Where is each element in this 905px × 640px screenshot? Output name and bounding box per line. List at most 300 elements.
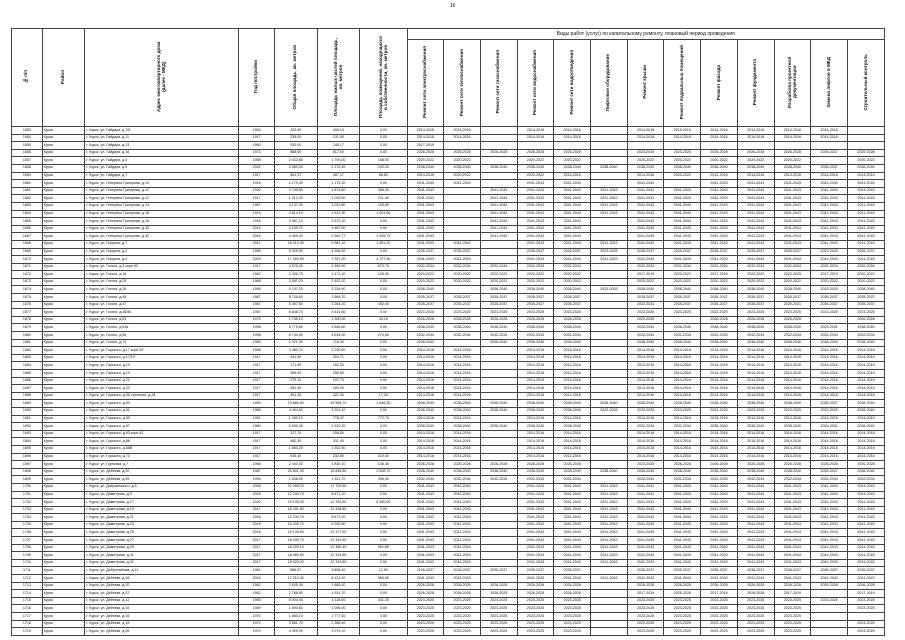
table-cell	[847, 142, 884, 150]
table-cell: 2023-2025	[480, 620, 517, 628]
table-cell: 2041-2043	[627, 210, 664, 218]
table-cell: 2038-2040	[591, 400, 628, 408]
table-cell: 2023-2025	[774, 605, 811, 613]
table-cell: 0,00	[360, 582, 407, 590]
table-cell: 2038-2040	[554, 423, 591, 431]
table-cell: 2020-2022	[627, 157, 664, 165]
table-cell: 2041-2043	[811, 514, 848, 522]
table-cell: Курск	[42, 324, 85, 332]
table-cell: 2038-2040	[701, 423, 738, 431]
table-cell: 2 505,73	[360, 233, 407, 241]
table-cell: 2023-2025	[774, 271, 811, 279]
table-cell	[444, 233, 481, 241]
table-row	[12, 514, 885, 522]
table-cell: 2 749,80	[274, 187, 317, 195]
table-cell: Курск	[42, 271, 85, 279]
table-cell: 1916	[239, 218, 275, 226]
table-cell: 18 430,70	[274, 537, 317, 545]
table-cell: 1705	[12, 521, 43, 529]
table-cell: 0,00	[360, 483, 407, 491]
table-cell: г. Курск, ул. Дейнеки, д.39	[85, 476, 239, 484]
table-cell: 3 074,10	[317, 628, 360, 636]
table-cell: 2038-2040	[847, 468, 884, 476]
table-cell	[591, 461, 628, 469]
table-row	[12, 400, 885, 408]
table-row	[12, 316, 885, 324]
table-cell: 1703	[12, 506, 43, 514]
column-header-text: Район	[60, 69, 66, 84]
column-header-text: Общая площадь, кв. метров	[292, 44, 298, 109]
table-cell: 0,00	[360, 506, 407, 514]
table-cell: 0,00	[360, 537, 407, 545]
table-cell: 4 116,00	[317, 597, 360, 605]
table-cell	[591, 149, 628, 157]
table-cell	[480, 445, 517, 453]
table-cell: 5 779,80	[274, 324, 317, 332]
table-cell: Курск	[42, 157, 85, 165]
table-cell: 2032-2034	[664, 332, 701, 340]
table-cell: 0,00	[360, 339, 407, 347]
table-cell	[591, 423, 628, 431]
table-cell: 1996	[239, 332, 275, 340]
table-cell: 421,30	[317, 392, 360, 400]
table-cell: 2011	[239, 240, 275, 248]
table-cell: 2041-2043	[480, 202, 517, 210]
table-cell: 778,47	[317, 415, 360, 423]
table-cell: 2041-2043	[701, 544, 738, 552]
table-cell: 2041-2043	[811, 256, 848, 264]
table-cell: 1920	[239, 187, 275, 195]
table-cell: 1666	[12, 225, 43, 233]
table-cell: г. Курск, ул. Дейнеки, д.20	[85, 468, 239, 476]
table-cell: 2032-2034	[407, 332, 444, 340]
table-cell: 2041-2043	[664, 240, 701, 248]
table-cell: 2041-2043	[554, 506, 591, 514]
table-cell: 2026-2028	[774, 149, 811, 157]
works-group-header: Виды работ (услуг) по капитальному ремонту, плановый период проведения	[407, 29, 884, 40]
table-cell: 2023-2025	[480, 628, 517, 636]
table-cell: 2035-2037	[554, 567, 591, 575]
table-cell: 2041-2043	[591, 256, 628, 264]
table-cell: 12 343,80	[317, 537, 360, 545]
table-row	[12, 180, 885, 188]
table-cell: 2014-2016	[664, 430, 701, 438]
table-cell: 2041-2043	[664, 575, 701, 583]
table-cell: 2041-2043	[737, 187, 774, 195]
table-cell: 171,90	[274, 362, 317, 370]
table-cell: 1 835,10	[317, 461, 360, 469]
table-cell: 2014-2016	[847, 354, 884, 362]
table-cell: 1951	[239, 415, 275, 423]
table-cell: 2041-2043	[554, 514, 591, 522]
table-cell: 2038-2040	[737, 164, 774, 172]
table-cell: 2041-2043	[737, 225, 774, 233]
table-cell: 2014-2016	[737, 415, 774, 423]
table-cell: 2038-2040	[517, 400, 554, 408]
table-cell: 1 179,30	[274, 180, 317, 188]
work-type-header	[664, 40, 701, 127]
table-cell: 2023-2025	[554, 613, 591, 621]
table-cell: 1658	[12, 164, 43, 172]
table-cell: 2023-2025	[480, 605, 517, 613]
table-cell: 2014-2016	[444, 362, 481, 370]
table-row	[12, 506, 885, 514]
table-cell: 2041-2043	[517, 491, 554, 499]
table-cell: г. Курск, ул. Дейнеки, д.22	[85, 590, 239, 598]
table-cell	[664, 316, 701, 324]
table-cell: 1686	[12, 377, 43, 385]
table-cell: 2014-2016	[774, 453, 811, 461]
table-cell: 2014-2016	[407, 134, 444, 142]
table-cell: 2023-2025	[737, 628, 774, 636]
table-cell	[444, 218, 481, 226]
table-cell: 2032-2034	[407, 476, 444, 484]
table-cell	[591, 142, 628, 150]
table-cell: 2032-2034	[847, 263, 884, 271]
table-cell: 2041-2043	[407, 544, 444, 552]
table-cell: 2038-2040	[627, 339, 664, 347]
table-cell: 2032-2034	[627, 332, 664, 340]
table-cell: 2041-2043	[407, 537, 444, 545]
table-cell: 2041-2043	[627, 514, 664, 522]
table-cell: 1986	[239, 407, 275, 415]
table-cell	[811, 605, 848, 613]
table-cell: г. Курск, ул. Горького, д.51	[85, 407, 239, 415]
table-row	[12, 582, 885, 590]
table-cell: 2014-2016	[774, 370, 811, 378]
table-cell: Курск	[42, 552, 85, 560]
table-cell: 2023-2025	[737, 620, 774, 628]
table-cell: 2026-2028	[407, 590, 444, 598]
table-cell: 12 343,80	[317, 552, 360, 560]
table-cell: 2038-2040	[811, 339, 848, 347]
table-cell: 2035-2037	[774, 248, 811, 256]
table-cell: 17 700,60	[317, 483, 360, 491]
table-cell: 2026-2028	[701, 582, 738, 590]
table-cell: 2014-2016	[444, 430, 481, 438]
table-cell: 2014-2016	[664, 385, 701, 393]
table-cell: 2041-2043	[774, 575, 811, 583]
table-cell: 2041-2043	[701, 491, 738, 499]
table-cell: 2041-2043	[774, 180, 811, 188]
table-cell	[444, 339, 481, 347]
table-cell: 2041-2043	[444, 491, 481, 499]
table-cell: 0,00	[360, 620, 407, 628]
work-type-header	[847, 40, 884, 127]
table-row	[12, 445, 885, 453]
table-cell: 2014-2016	[774, 430, 811, 438]
table-row	[12, 248, 885, 256]
table-cell: 0,00	[360, 286, 407, 294]
table-cell: 2026-2028	[444, 590, 481, 598]
table-cell: 2014-2016	[774, 347, 811, 355]
table-cell: 18 460,90	[274, 552, 317, 560]
table-cell: 2041-2043	[407, 187, 444, 195]
table-cell: 1695	[12, 445, 43, 453]
table-cell	[847, 134, 884, 142]
table-cell: 306,00	[274, 370, 317, 378]
table-row	[12, 271, 885, 279]
table-cell: 281,40	[274, 385, 317, 393]
table-cell: 0,00	[360, 521, 407, 529]
table-cell: 2014-2016	[517, 385, 554, 393]
table-cell: 4 109,70	[274, 225, 317, 233]
table-row	[12, 339, 885, 347]
table-cell: 2014-2016	[737, 430, 774, 438]
table-cell: 2020-2022	[517, 157, 554, 165]
table-cell: 2026-2028	[517, 590, 554, 598]
table-cell: 2014-2016	[774, 415, 811, 423]
table-cell: 2041-2043	[737, 559, 774, 567]
table-cell: 2020-2022	[444, 271, 481, 279]
table-row	[12, 392, 885, 400]
table-cell: Курск	[42, 256, 85, 264]
table-cell	[480, 362, 517, 370]
table-cell: 2041-2043	[407, 521, 444, 529]
table-cell: 0,00	[360, 362, 407, 370]
table-cell: 2023-2025	[627, 628, 664, 636]
table-cell: 0,00	[360, 309, 407, 317]
table-cell: 2035-2037	[811, 149, 848, 157]
table-cell: 2041-2043	[847, 491, 884, 499]
table-cell: 1714	[12, 590, 43, 598]
table-cell: 2041-2043	[847, 233, 884, 241]
table-cell: 2020-2022	[774, 157, 811, 165]
table-cell: 2017-2019	[407, 142, 444, 150]
table-cell: 1993	[239, 597, 275, 605]
table-cell: г. Курск, ул. Горького, д.72	[85, 453, 239, 461]
table-cell: г. Курск, ул. Герцена, д.4	[85, 256, 239, 264]
table-cell: 2014-2016	[664, 392, 701, 400]
table-cell: 2041-2043	[554, 491, 591, 499]
table-cell: 2041-2043	[480, 233, 517, 241]
work-type-header	[591, 40, 628, 127]
table-cell: 3 067,10	[274, 218, 317, 226]
table-cell: 2041-2043	[774, 537, 811, 545]
table-cell	[701, 142, 738, 150]
table-cell: 1917	[239, 377, 275, 385]
table-cell	[480, 552, 517, 560]
table-cell: 1962	[239, 582, 275, 590]
table-cell: 2014-2016	[627, 127, 664, 135]
table-cell: 2038-2040	[480, 286, 517, 294]
table-cell: 2014-2016	[737, 127, 774, 135]
table-cell: 2014-2016	[664, 347, 701, 355]
table-cell: 2017	[239, 537, 275, 545]
table-cell: 2041-2043	[407, 491, 444, 499]
table-cell: 1917	[239, 172, 275, 180]
table-cell: Курск	[42, 240, 85, 248]
table-cell: 2038-2040	[774, 164, 811, 172]
table-cell: 2038-2040	[517, 468, 554, 476]
table-cell: 105,80	[360, 202, 407, 210]
work-type-header-text: Ремонт сети теплоснабжения	[458, 48, 464, 116]
column-header	[42, 29, 85, 127]
work-type-header-text: Ремонт сети газоснабжения	[495, 50, 501, 114]
table-row	[12, 195, 885, 203]
table-cell: 2023-2025	[554, 309, 591, 317]
table-cell: г. Курск, ул. Горького, д.57	[85, 423, 239, 431]
table-cell: 2041-2043	[627, 256, 664, 264]
table-cell: 2023-2025	[554, 620, 591, 628]
table-cell: 2041-2043	[591, 187, 628, 195]
table-cell: 0,00	[360, 377, 407, 385]
table-cell	[591, 377, 628, 385]
table-cell: 1986	[239, 248, 275, 256]
table-cell: 2023-2025	[627, 461, 664, 469]
table-cell	[444, 187, 481, 195]
table-cell: 2041-2043	[407, 202, 444, 210]
table-cell	[811, 590, 848, 598]
table-cell: 2026-2028	[701, 461, 738, 469]
table-cell: Курск	[42, 575, 85, 583]
table-cell: г. Курск, ул. Димитрова, д.27	[85, 537, 239, 545]
table-cell: 2014-2016	[627, 392, 664, 400]
table-cell: 2035-2037	[811, 294, 848, 302]
table-cell: 2026-2028	[627, 582, 664, 590]
table-cell: 2018	[239, 521, 275, 529]
table-cell: 2035-2037	[480, 294, 517, 302]
table-cell: 3 546,80	[317, 324, 360, 332]
table-row	[12, 438, 885, 446]
table-cell: Курск	[42, 195, 85, 203]
table-cell: 2014-2016	[407, 438, 444, 446]
table-cell: 1655	[12, 142, 43, 150]
table-cell: 2041-2043	[664, 544, 701, 552]
table-cell: 1989	[239, 605, 275, 613]
table-cell: 2038-2040	[517, 164, 554, 172]
table-cell: 2014-2016	[517, 453, 554, 461]
table-cell: 2014-2016	[407, 445, 444, 453]
table-cell: 2014-2016	[847, 347, 884, 355]
table-cell: 3 614,10	[274, 210, 317, 218]
table-row	[12, 202, 885, 210]
table-cell: Курск	[42, 377, 85, 385]
table-cell: 2041-2043	[774, 544, 811, 552]
table-cell: 2032-2034	[701, 263, 738, 271]
table-cell: 1917	[239, 430, 275, 438]
table-cell: 2035-2037	[444, 567, 481, 575]
table-cell: 2026-2028	[444, 316, 481, 324]
table-cell: 2023-2025	[664, 597, 701, 605]
table-cell: 2023-2025	[664, 628, 701, 636]
table-row	[12, 407, 885, 415]
table-row	[12, 423, 885, 431]
table-cell: 2020-2022	[627, 278, 664, 286]
table-cell: 3 487,90	[317, 225, 360, 233]
table-cell: 2014-2016	[554, 392, 591, 400]
table-cell: Курск	[42, 438, 85, 446]
table-cell: 2041-2043	[664, 529, 701, 537]
table-cell: 2038-2040	[774, 339, 811, 347]
table-cell: г. Курск, ул. Генерала Григорова, д.16	[85, 210, 239, 218]
table-cell: 2014-2016	[847, 430, 884, 438]
table-cell: 2035-2037	[554, 301, 591, 309]
table-cell: Курск	[42, 468, 85, 476]
table-cell: 2041-2043	[554, 537, 591, 545]
table-cell: 2041-2043	[407, 529, 444, 537]
table-cell: г. Курск, ул. Генерала Григорова, д.12	[85, 195, 239, 203]
table-cell: г. Курск, ул. Горького, д.21	[85, 377, 239, 385]
table-cell: 2020-2022	[554, 157, 591, 165]
table-cell: 2032-2034	[811, 476, 848, 484]
table-cell: 2014-2016	[737, 172, 774, 180]
table-cell: 2041-2043	[737, 499, 774, 507]
table-cell: 4 494,60	[274, 407, 317, 415]
table-cell: 2014-2016	[701, 134, 738, 142]
table-cell: 2032-2034	[774, 476, 811, 484]
table-cell: 2023-2025	[591, 286, 628, 294]
table-cell: 2032-2034	[811, 332, 848, 340]
table-cell: 2038-2040	[774, 468, 811, 476]
table-cell: 1663	[12, 202, 43, 210]
table-cell: 2026-2028	[737, 461, 774, 469]
table-cell: 2014-2016	[847, 362, 884, 370]
table-cell: 2014-2016	[664, 445, 701, 453]
table-cell: 4 499,90	[274, 628, 317, 636]
table-cell: 2014-2016	[554, 438, 591, 446]
work-type-header-text: Замена лифтов в МКД	[825, 56, 831, 108]
table-cell	[517, 142, 554, 150]
table-cell: 2014-2016	[811, 362, 848, 370]
table-cell: 2038-2040	[701, 164, 738, 172]
table-cell: 2038-2040	[407, 468, 444, 476]
table-cell: 2035-2037	[480, 567, 517, 575]
table-cell	[591, 225, 628, 233]
table-cell: 2 469,90	[317, 263, 360, 271]
table-cell: Курск	[42, 263, 85, 271]
table-cell: 2014-2016	[407, 377, 444, 385]
table-cell: 4 727,50	[360, 256, 407, 264]
table-cell: 8 121,40	[317, 575, 360, 583]
table-cell: 2041-2043	[591, 202, 628, 210]
table-cell: 2041-2043	[480, 218, 517, 226]
table-cell: 2014-2016	[517, 377, 554, 385]
table-cell: 0,00	[360, 134, 407, 142]
table-cell	[480, 415, 517, 423]
table-cell: Курск	[42, 316, 85, 324]
table-cell: 2026-2028	[774, 461, 811, 469]
table-cell: 2038-2040	[701, 324, 738, 332]
table-cell: 1 790,00	[317, 157, 360, 165]
table-cell: 2014-2016	[811, 430, 848, 438]
table-cell: 2014-2016	[737, 377, 774, 385]
table-cell: г. Курск, ул. Горького, д.36 строение, д.28	[85, 392, 239, 400]
table-cell: Курск	[42, 294, 85, 302]
table-cell: 0,00	[360, 354, 407, 362]
table-cell: 2026-2028	[407, 582, 444, 590]
table-cell: 2041-2043	[847, 521, 884, 529]
table-cell: 2014-2016	[701, 127, 738, 135]
table-cell: 2041-2043	[811, 491, 848, 499]
table-cell: г. Курск, ул. Гайдара, д.4	[85, 157, 239, 165]
table-cell: Курск	[42, 620, 85, 628]
table-cell: 2041-2043	[517, 529, 554, 537]
table-cell: 2014-2016	[554, 385, 591, 393]
table-cell: 2014-2016	[627, 438, 664, 446]
table-cell: 2032-2034	[701, 332, 738, 340]
table-cell: 2023-2025	[701, 605, 738, 613]
table-cell: 2014-2016	[847, 438, 884, 446]
table-cell: 2014-2016	[407, 430, 444, 438]
table-cell: 2032-2034	[737, 263, 774, 271]
table-cell: 2041-2043	[847, 552, 884, 560]
table-cell: г. Курск, ул. Димитрова, д.29	[85, 544, 239, 552]
table-cell: 2041-2043	[627, 202, 664, 210]
table-cell	[591, 271, 628, 279]
table-cell: 2038-2040	[407, 286, 444, 294]
table-cell: 1970	[239, 628, 275, 636]
